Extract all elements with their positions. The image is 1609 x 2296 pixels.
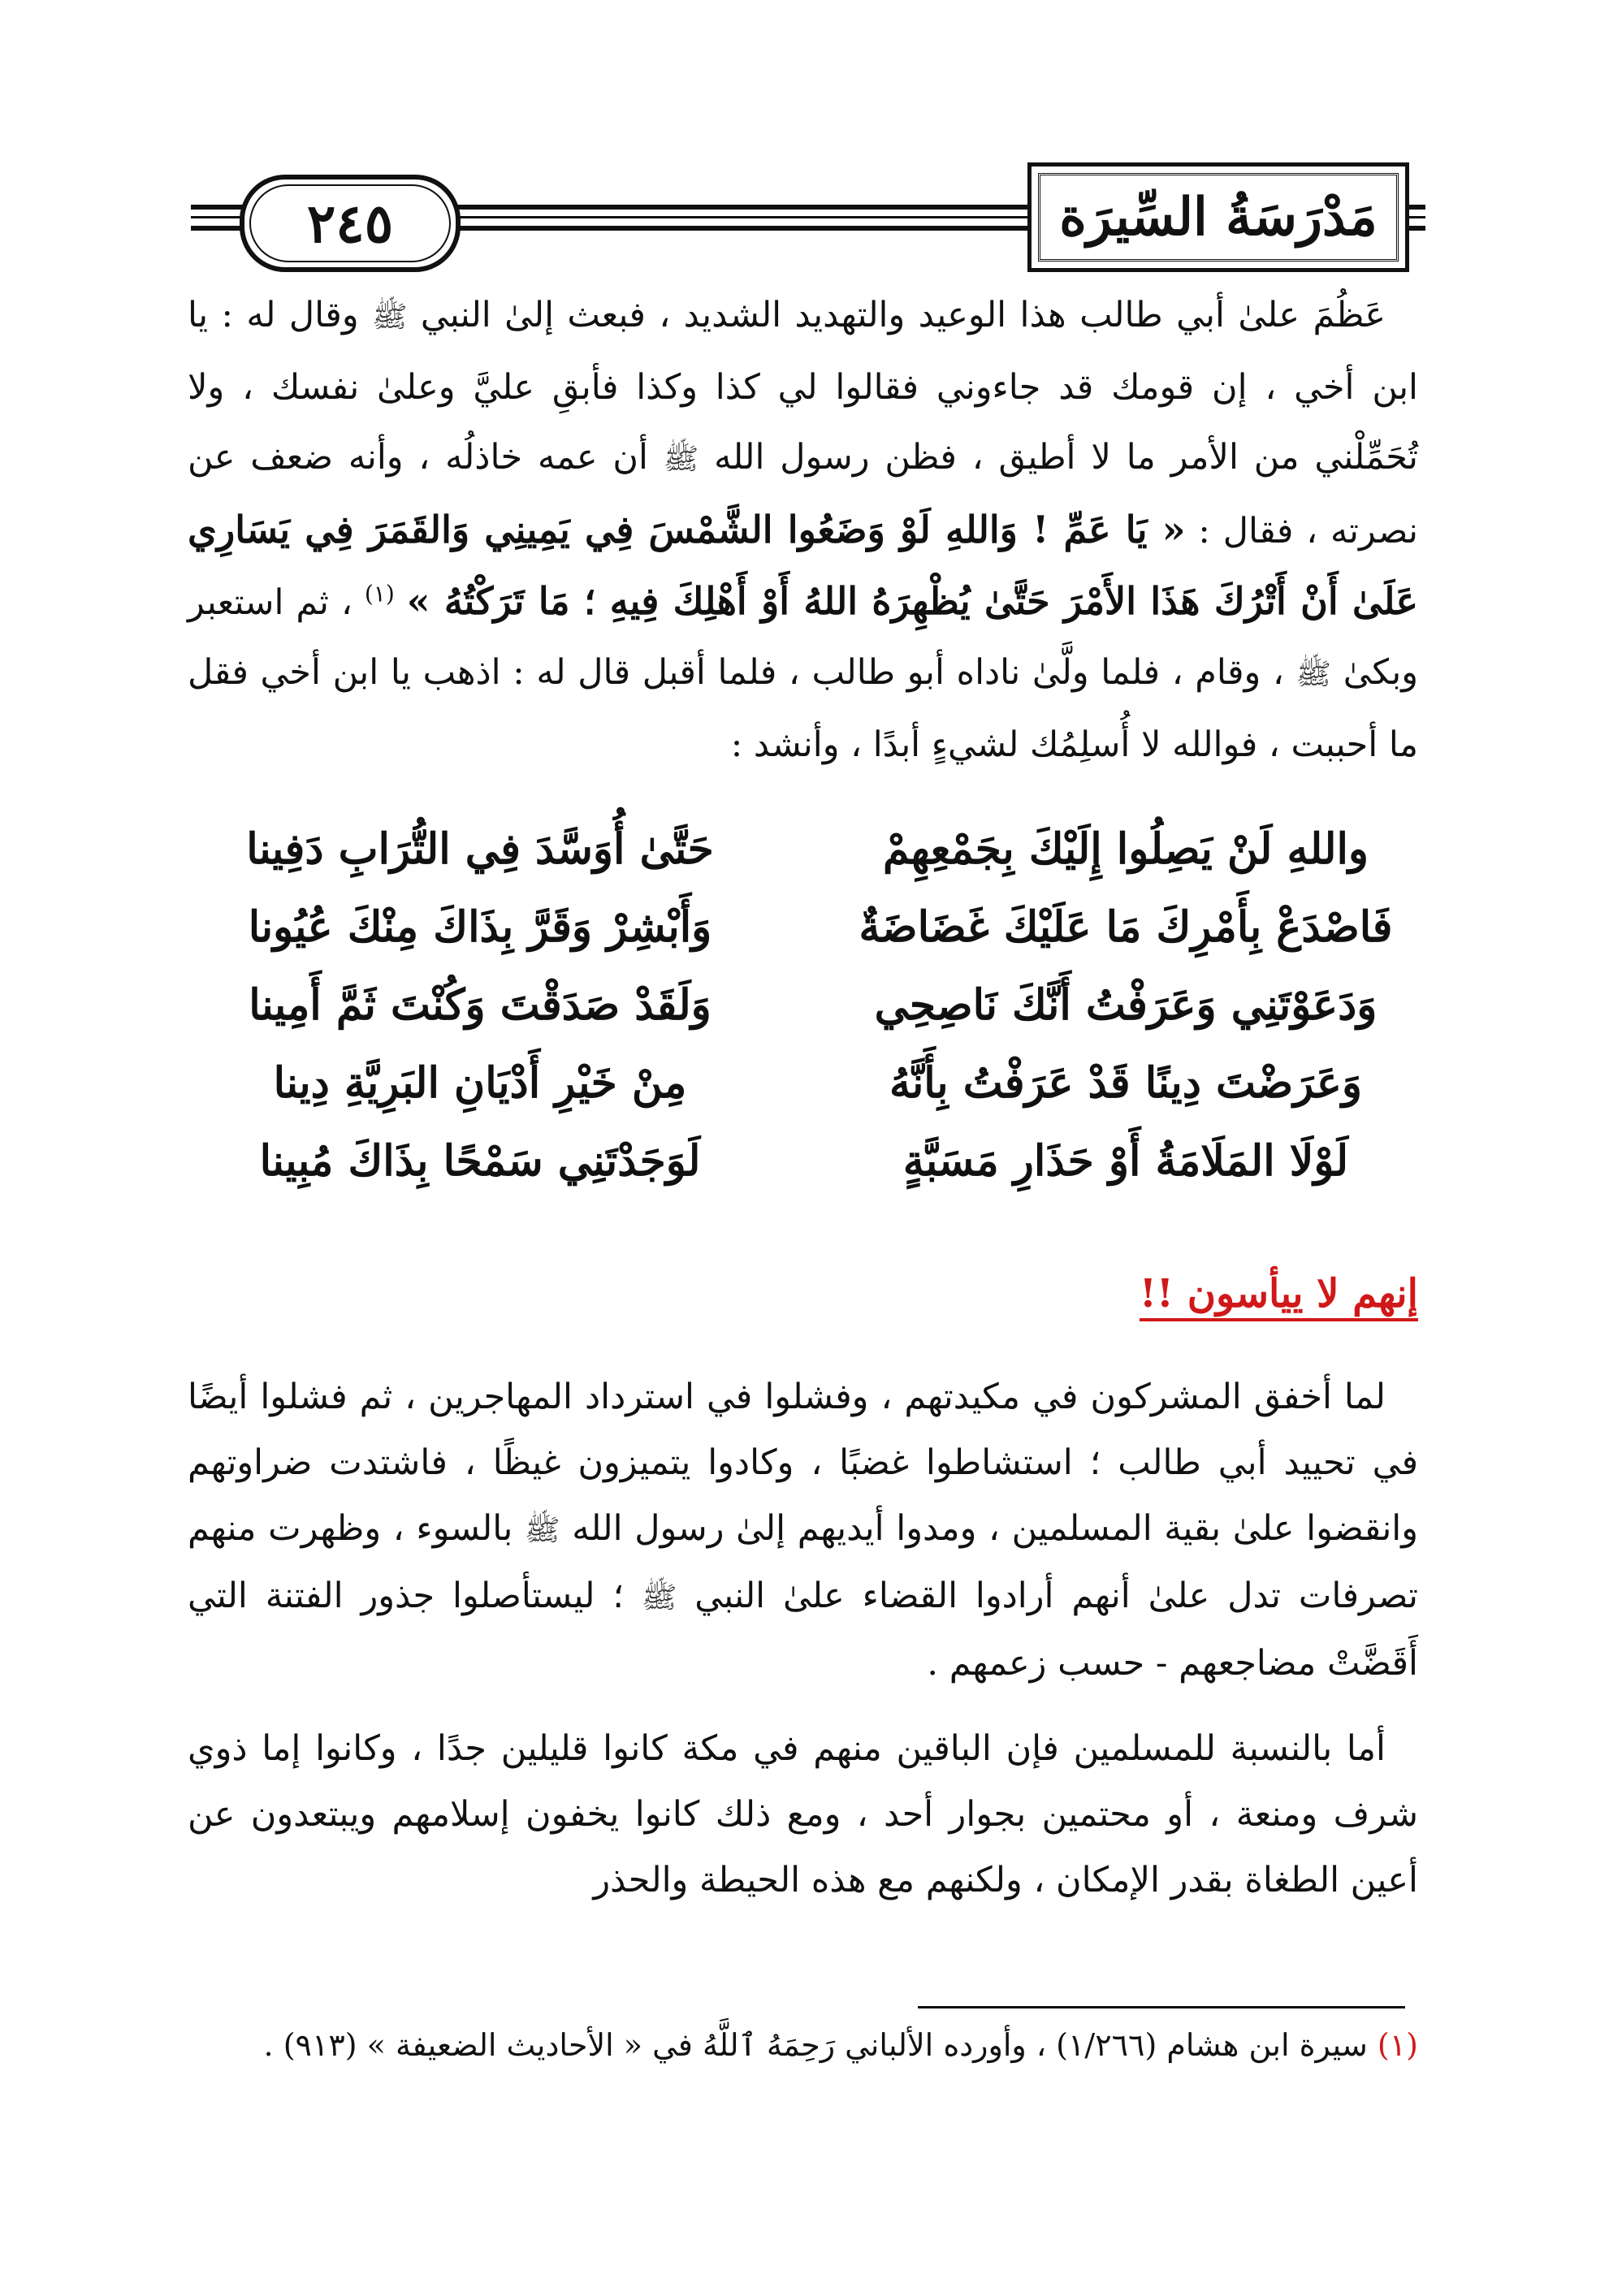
salawat-symbol: ﷺ — [663, 443, 699, 476]
verse-first-hemistich: وَعَرَضْتَ دِينًا قَدْ عَرَفْتُ بِأَنَّهُ — [889, 1058, 1363, 1108]
paragraph — [188, 280, 1418, 780]
main-text — [188, 280, 1418, 780]
text-run: ؛ ليستأصلوا جذور الفتنة التي أَقَضَّتْ مضاجعهم - حسب زعمهم . — [188, 1576, 1418, 1684]
text-run: لما أخفق المشركون في مكيدتهم ، وفشلوا في استرداد المهاجرين ، ثم فشلوا أيضًا في تحييد أبي طالب ؛ استشاطوا غضبًا ، وكادوا يتميزون غيظًا ، فاشتدت ضراوتهم وانقضوا علىٰ بقية المسلمين ، ومدوا أيديهم إلىٰ رسول الله — [188, 1377, 1419, 1549]
paragraph: أما بالنسبة للمسلمين فإن الباقين منهم في مكة كانوا قليلين جدًا ، وكانوا إما ذوي شرف ومنعة ، أو محتمين بجوار أحد ، ومع ذلك كانوا يخفون إسلامهم ويبتعدون عن أعين الطغاة بقدر الإمكان ، ولكنهم مع هذه الحيطة والحذر — [188, 1728, 1418, 1900]
poem — [188, 824, 1418, 1214]
poem-verse — [188, 1058, 1418, 1136]
text-run: بالسوء ، وظهرت منهم تصرفات تدل علىٰ أنهم أرادوا القضاء علىٰ النبي — [188, 1508, 1418, 1616]
text-run: وقال له : يا ابن أخي ، إن قومك قد جاءوني فقالوا لي كذا وكذا فأبقِ عليَّ وعلىٰ نفسك ، ولا تُحَمِّلْني من الأمر ما لا أطيق ، فظن رسول الله — [188, 295, 1418, 478]
verse-first-hemistich: فَاصْدَعْ بِأَمْرِكَ مَا عَلَيْكَ غَضَاضَةٌ — [859, 902, 1393, 952]
main-text-continued — [188, 1364, 1418, 1933]
paragraph — [188, 1364, 1418, 1697]
salawat-symbol: ﷺ — [372, 301, 408, 334]
text-run: ، ثم استعبر وبكىٰ — [188, 582, 1419, 693]
footnote-marker: (١) — [1377, 2027, 1418, 2063]
poem-verse — [188, 824, 1418, 902]
text-run: أن عمه خاذلُه ، وأنه ضعف عن نصرته ، فقال : — [188, 437, 1418, 551]
verse-first-hemistich: واللهِ لَنْ يَصِلُوا إِلَيْكَ بِجَمْعِهِمْ — [883, 824, 1369, 874]
verse-second-hemistich: وَأَبْشِرْ وَقَرَّ بِذَاكَ مِنْكَ عُيُونا — [248, 902, 712, 952]
salawat-symbol: ﷺ — [1295, 658, 1332, 691]
poem-verse — [188, 1136, 1418, 1214]
verse-first-hemistich: لَوْلَا المَلَامَةُ أَوْ حَذَارِ مَسَبَّةٍ — [902, 1136, 1349, 1186]
footnote-reference[interactable]: (١) — [364, 580, 395, 608]
footnote — [188, 2021, 1418, 2069]
text-run: ، وقام ، فلما ولَّىٰ ناداه أبو طالب ، فلما أقبل قال له : اذهب يا ابن أخي فقل ما أحببت ، فوالله لا أُسلِمُك لشيءٍ أبدًا ، وأنشد : — [188, 652, 1418, 765]
text-run: عَظُمَ علىٰ أبي طالب هذا الوعيد والتهديد الشديد ، فبعث إلىٰ النبي — [420, 295, 1386, 335]
salawat-symbol: ﷺ — [641, 1581, 677, 1615]
page-header — [191, 162, 1425, 276]
verse-second-hemistich: حَتَّىٰ أُوَسَّدَ فِي التُّرَابِ دَفِينا — [246, 824, 714, 874]
page-number: ٢٤٥ — [240, 175, 461, 272]
verse-second-hemistich: وَلَقَدْ صَدَقْتَ وَكُنْتَ ثَمَّ أَمِينا — [249, 980, 712, 1030]
footnote-divider — [918, 2006, 1405, 2008]
section-heading: إنهم لا ييأسون !! — [1140, 1271, 1418, 1321]
poem-verse — [188, 902, 1418, 980]
book-title: مَدْرَسَةُ السِّيرَة — [1027, 162, 1409, 272]
verse-second-hemistich: مِنْ خَيْرِ أَدْيَانِ البَرِيَّةِ دِينا — [273, 1058, 687, 1108]
verse-first-hemistich: وَدَعَوْتَنِي وَعَرَفْتُ أَنَّكَ نَاصِحِي — [874, 980, 1378, 1030]
hadith-quote: « يَا عَمِّ ! وَاللهِ لَوْ وَضَعُوا الشَّمْسَ فِي يَمِينِي وَالقَمَرَ فِي يَسَارِي عَلَىٰ أَنْ أَتْرُكَ هَذَا الأَمْرَ حَتَّىٰ يُظْهِرَهُ اللهُ أَوْ أَهْلِكَ فِيهِ ؛ مَا تَرَكْتُهُ » — [188, 508, 1418, 623]
poem-verse — [188, 980, 1418, 1058]
salawat-symbol: ﷺ — [525, 1514, 560, 1547]
verse-second-hemistich: لَوَجَدْتَنِي سَمْحًا بِذَاكَ مُبِينا — [259, 1136, 701, 1186]
footnote-text: سيرة ابن هشام (١/٢٦٦) ، وأورده الألباني رَحِمَهُ ٱللَّهُ في « الأحاديث الضعيفة » (٩١٣) . — [263, 2027, 1368, 2063]
